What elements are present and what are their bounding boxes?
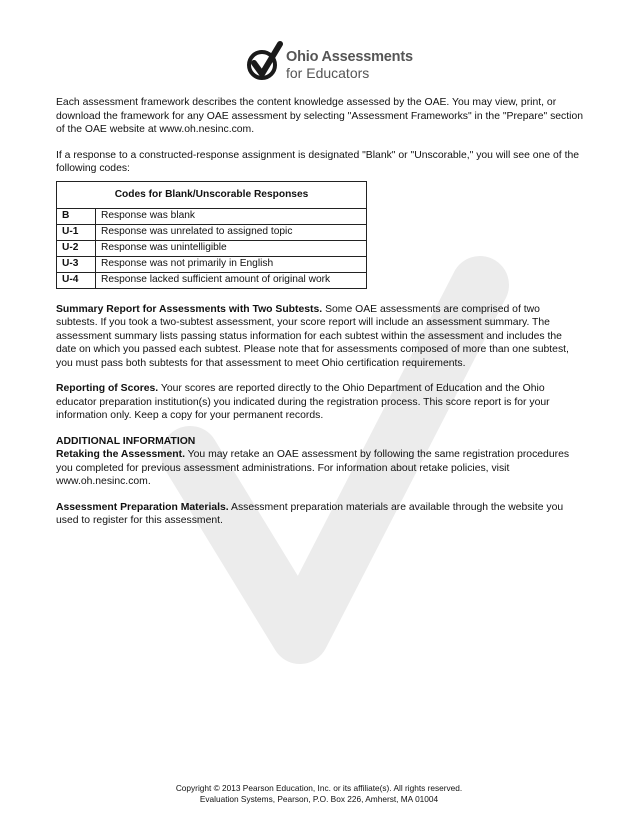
summary-report-title: Summary Report for Assessments with Two Subtests. (56, 303, 323, 315)
description-cell: Response was not primarily in English (96, 256, 367, 272)
codes-table-header: Codes for Blank/Unscorable Responses (57, 181, 367, 208)
address-line: Evaluation Systems, Pearson, P.O. Box 226, Amherst, MA 01004 (199, 793, 439, 804)
page-footer (0, 783, 638, 804)
retaking-text: You may retake an OAE assessment by following the same registration procedures you completed for previous assessment administrations. For information about retake policies, visit www.oh.nesinc.com. (56, 449, 570, 487)
table-row (57, 240, 367, 256)
copyright-line: Copyright © 2013 Pearson Education, Inc. or its affiliate(s). All rights reserved. (175, 783, 463, 793)
logo-title: Ohio Assessments (286, 49, 413, 65)
additional-info-heading: ADDITIONAL INFORMATION (56, 435, 196, 447)
table-row (57, 208, 367, 224)
logo-subtitle: for Educators (286, 65, 370, 81)
description-cell: Response was unrelated to assigned topic (96, 224, 367, 240)
code-cell: U-4 (57, 272, 96, 288)
codes-intro-paragraph: If a response to a constructed-response assignment is designated "Blank" or "Unscorable," you will see one of the following codes: (56, 149, 580, 174)
table-row (57, 256, 367, 272)
intro-paragraph: Each assessment framework describes the content knowledge assessed by the OAE. You may view, print, or download the framework for any OAE assessment by selecting "Assessment Frameworks" in the "Prepare" section of the OAE website at www.oh.nesinc.com. (56, 97, 584, 135)
codes-table (56, 181, 367, 289)
code-cell: B (57, 208, 96, 224)
prep-materials-paragraph (56, 501, 584, 528)
summary-report-text: Some OAE assessments are comprised of two subtests. If you took a two-subtest assessment, your score report will include an assessment summary. The assessment summary lists passing status information for each subtest within the assessment and includes the date on which you passed each subtest. Please note that for assessments composed of more than one subtest, you must pass both subtests for that assessment to meet Ohio certification requirements. (56, 303, 569, 369)
code-cell: U-3 (57, 256, 96, 272)
description-cell: Response lacked sufficient amount of original work (96, 272, 367, 288)
prep-materials-text: Assessment preparation materials are available through the website you used to register for this assessment. (56, 501, 564, 526)
reporting-title: Reporting of Scores. (56, 383, 159, 394)
description-cell: Response was unintelligible (96, 240, 367, 256)
page-content (56, 96, 584, 540)
prep-materials-title: Assessment Preparation Materials. (56, 501, 229, 513)
summary-report-paragraph (56, 303, 584, 371)
checkmark-logo-icon (244, 38, 288, 84)
code-cell: U-1 (57, 224, 96, 240)
reporting-text: Your scores are reported directly to the Ohio Department of Education and the Ohio educator preparation institution(s) you indicated during the registration process. This score report is for your information only. Keep a copy for your permanent records. (56, 383, 550, 421)
reporting-paragraph (56, 382, 584, 423)
description-cell: Response was blank (96, 208, 367, 224)
table-row (57, 272, 367, 288)
retaking-title: Retaking the Assessment. (56, 449, 185, 460)
code-cell: U-2 (57, 240, 96, 256)
table-row (57, 224, 367, 240)
retaking-paragraph (56, 448, 584, 489)
oae-logo (244, 38, 413, 84)
